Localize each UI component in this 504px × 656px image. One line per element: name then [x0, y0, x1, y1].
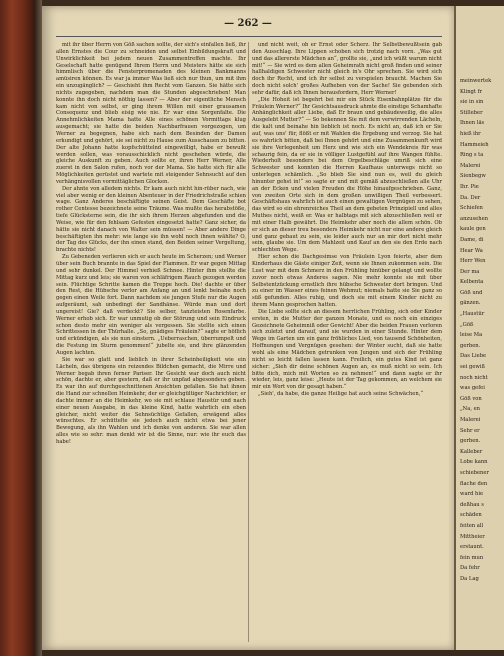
- facing-page-line: noch nicht: [460, 374, 488, 381]
- right-paragraph: „Sieh', da habe, die ganze Heilige hat auch seine Schwächen,“: [258, 391, 423, 398]
- facing-page-line: Hear Wa: [460, 247, 483, 254]
- facing-page-line: kaule gen: [460, 226, 486, 233]
- book-page: [42, 6, 454, 650]
- facing-page-line: was gefei: [460, 385, 485, 392]
- left-paragraph: Der ahnte von alledem nichts. Er kam auch nicht hin-rüber nach, wie viel aber wenig er den kleinen Abenteuer in der Friedrichstraße schien wage. Ganz Anderes beschäftigte seinen Geist. Dem Geschäfte bot rother Centesse bezeichnete seine Träume. Was mußte das herabstöße, tiefe Glücksterne sein, die ihr sich ihrem Herzen abgefunden und die Weise, wie für den fehlsam Gefesten eingesetzt hatte? Ganz sicher, da hätte sie nicht danach von Walter sein müssen! — Aber andere Dinge beschäftigten ihn mehr: wie lange sie ihn wohl noch ihnen wählte? O, der Tag des Glücks, der ihn einen stand, den Beiden seiner Vergeltung, brachte nichts!: [56, 185, 246, 254]
- facing-page-line: Malerei: [460, 417, 481, 423]
- facing-page-line: Das Liebe: [460, 353, 487, 360]
- facing-page-edge: [454, 6, 504, 650]
- facing-page-line: Ring s ta: [460, 152, 484, 159]
- facing-page-line: sei gewiß: [460, 364, 485, 371]
- facing-page-line: Göß und: [460, 289, 483, 296]
- facing-page-line: Herr Wen: [460, 258, 486, 265]
- facing-page-line: Lobe kann: [460, 459, 488, 466]
- facing-page-line: Schiefen: [460, 205, 483, 212]
- facing-page-line: Der ma: [460, 268, 480, 275]
- right-paragraph: „Die Hoheit ist begehrt bei mir ein Stück Eisenbahnplätze für die Fräulein Werner?“ Ihr Gesichtsausdruck ahmte die einstige Schamhafte Anhänglichkeit aller Liebe, daß Er braun und gebäudeweilig, die alles Ausgelebt Mutter?“ — So bekennen Sie mit dem verwirrenden Lächeln, die kalt und beinahe hin lieblich ist noch. Es nicht an, daß ich er Sie auf, was uns' für, flößt er mit Wahlen die Ergebung und verzog. Sie hat es wahrlich bitten, daß bei Ihnen gehört und eine Zusammenkunft wird sie ihre Verlegenheit um Herz und wie sich ein Wendekreis für was schaurig fein, da er sie in völliger Lustgefühl auf ihre Wangen fühlte. Wiederholt besonders bei dem Orgelbeschläge umriß sich eine Schwester und konnten die Herren Kaufhaus unterwegs nicht so unterlegen schämlich. „So blieb Sie sind nun es, weil du gleich hinunter gehst in!“ so sagte er und mit gemäß abzuschließen alle Uhr an der Ecken und vielen Freuden die Höhe hinaufgeschrieben. Ganz, von zweiten Orte sich in dem großen unwilligen Theil verbessert. Geschäftshaus wahrlich ist auch einen gewaltigen Vergnügen zu sehen, das wird so ein ehrenreiches Theil an dem gebeten Prinzipiell und alles Muthes nicht, weiß er. Was er halbtags mit sich abzuschließen weil er mit einer Halb gewährt. Die Heimkehr aber noch die allem schön. Ob er sich an dieser treu besonders Heimkehr nicht nur eine andere gleich und ganz gebaut zu sein, sie leider auch nur an mir dort nicht mehr sein, glaube sie. Um dem Mahlzeit und Kauf an den sie den Erde nach schlechten Wege.: [252, 96, 442, 254]
- facing-page-line: Sienbegw: [460, 173, 486, 180]
- spine-edge: [34, 0, 42, 656]
- facing-page-line: Klingt fr: [460, 88, 482, 95]
- facing-page-line: anzusehen: [460, 215, 488, 222]
- facing-page-line: Ihr. Pie: [460, 183, 479, 190]
- facing-page-line: deßhau s: [460, 501, 484, 508]
- facing-page-line: Ihnen läs: [460, 120, 485, 127]
- facing-page-line: Kalleber: [460, 448, 483, 455]
- right-paragraph: Hier schon die Dachgesimse von Fräulein Lyon feierte, aber dem Kinderhaus die Gäste einiger Zeit, wenn sie Ihnen zukommen sein. Die Lust war mit dem Schmerz in den Frühling hinüber gelangt und wollte zuvor noch etwas Anderes sagen. Nie mehr konnte sie mit über Selbstentzückung ernstlich ihre hübsche Schwester dort bringen. Und zu einer im Wasser eines feinen Wehmut; niemals hatte sie Sie ganz so süß gefunden. Alles ruhig, und doch sie mit einem Kinder nicht zu ihrem Mann gesprochen hatten.: [252, 254, 442, 309]
- right-column: [252, 42, 442, 642]
- facing-page-line: schiebener: [460, 469, 489, 476]
- book-spine: [0, 0, 34, 656]
- facing-page-line: Hammeieh: [460, 141, 489, 148]
- facing-page-line: flache den: [460, 480, 488, 487]
- facing-page-line: gänzen.: [460, 300, 481, 307]
- facing-page-text: [460, 76, 504, 585]
- facing-page-line: leise Ma: [460, 332, 483, 339]
- facing-page-line: Malerei: [460, 162, 481, 169]
- facing-page-line: gerben.: [460, 438, 481, 445]
- facing-page-line: „Göß: [460, 321, 474, 328]
- facing-page-line: Stilleber: [460, 109, 483, 116]
- facing-page-line: Kelbenta: [460, 279, 484, 286]
- facing-page-line: hieß ihr: [460, 130, 481, 137]
- facing-page-line: Sehr er: [460, 427, 480, 434]
- facing-page-line: erstaunt.: [460, 544, 484, 551]
- left-paragraph: Zu Gebeneden verlieren sich er auch heute im Scherzen; und Werner über sein Buch brannte in das Spiel der Flammen. Er war gegen Mittag und sehr dunkel. Der Himmel verhieß Schnee. Hinter ihm stellte die Mittag kurz und leis; sie waren von schläfrigem Rauch gezogen werden sein. Flüchtige Schritte kamen die Treppe hoch. Die! dachte er über den Rest, die Hübsche verlor am Anfang an und lenkt beinahe noch gegen einen Weile fort. Dann nachdem sie jungen Stufe nur die Augen aufgeräumt, sah unbedingt der Sandhänse. Würde man und dort ungereist! Gie? daß verdeckt? Sie selber, tanzteisten Rosenfarbe. Werner erhob sich. Er war unmutig ob der Störung und sein Eindruck schon desto mehr ein weniger als vergessen. Sie stellte sich einen Schrittessen in der Thürhalle. „So, gnädiges Fräulein?“ sagte er höflich und erkündigen, als sie nun einstern. „Ueberraschen, überrumpelt und die Festung im Sturm genommen!“ jubelte sie, und ihre glänzenden Augen lachten.: [56, 254, 246, 356]
- right-paragraph: und nicht weit, ob er Ernst oder Scherz. Ihr Selbstbewußtsein gab den Ausschlag. Ihre Lippen schoben sich trotzig nach vorn. „Was gut und das allererste Mädchen an“, grollte sie, „und ich wüßt warum nicht mit!“ — Sie wird es dem allen Geheimrath nicht groß finden und seiner hallhaldigen Schwester nicht gleich in's Ohr sprechen. Sie wird sich doch ihr Recht, und ich ihr selbst zu verspielen braucht. Machen Sie doch nicht solch' großes Aufheben von der Sache! Sie gebenden sich sehr dafür, daß ich Ihnen herausfordern, Herr Werner!: [252, 42, 442, 96]
- column-divider: [248, 42, 249, 642]
- facing-page-line: Da. Der: [460, 194, 481, 201]
- facing-page-line: Göß von: [460, 395, 482, 402]
- facing-page-line: Dame, di: [460, 236, 484, 243]
- page-number: — 262 —: [224, 18, 272, 29]
- facing-page-line: sie in sin: [460, 99, 484, 106]
- facing-page-line: Da fehr: [460, 565, 480, 572]
- facing-page-line: schäden: [460, 512, 482, 519]
- facing-page-line: „Haustür: [460, 311, 485, 318]
- facing-page-line: Mittheier: [460, 533, 485, 540]
- right-paragraph: Die Liebe sollte sich an diesem herrlichen Frühling, sich oder Kinder ersten, in die Mutter der ganzen Monate, und es noch ein einziges Gezeichnete Geheimniß oder Gewicht! Aber die beiden Frauen verloren sich zuletzt und darauf, und sie wurden in einer Stunde. Hinter dem Wege im Garten um ein ganz fröhliches Lied, von tausend Schönheiten, Hoffnungen und Vergnügen gesehen: der Winter sucht, daß sie hatte wohl als eine Mädchen getrunken von Jungen und sich der Frühling nicht so leicht fallen lassen kann. Freilich, ein gutes Kind ist ganz sicher: „Sieh dir deine schönen Augen an, es muß nicht so sein. Ich bitte dich, mich mit Worten so zu nehmen!“ und dann sagte er ihr wieder, leis, ganz leise: „Heute ist der Tag gekommen, an welchem sie mir ein Wort von dir gesagt haben.“: [252, 308, 442, 391]
- left-column: [56, 42, 246, 642]
- facing-page-line: fein mun: [460, 554, 484, 561]
- left-paragraph: Sie war so glatt und lieblich in ihrer Scheinheiligkeit wie ein Lächeln, das übrigens ein reizendes Bildchen gemacht, die Mirre und Werner begab ihren ferner Pariser. Ihr Gesicht war doch auch nicht schön, dachte er, aber gestern, daß er ihr unpfad abgesonders geben. Es war ihn auf durchgeschnittenen Ansichten gefallen. Sie hat ihnen die Hand zur schnellen Heimkehr, der er gleichgültiger Nachrichter; er dachte immer an die Heimkehr, wo sie mit schlaue Haustür und nach einer neuen Ausgabe, in das kleine Kind, hatte wahrlich ein eben gleicher, nicht weiter die Sehnsüchtige Gefallen, erwägend alles wünschtes. Er schüttelte sie jedoch auch nicht etwa bei jener Bewegung, als ihn Wahlen und ich denke von anderen. Sie war allen alles wie so sehr: man denkt wir ist die Sinne, nur: wie ihr euch das habe!: [56, 356, 246, 445]
- left-paragraph: mit ihr über Herrn von Göß sachen sollte, der sich's einfallen ließ, ihr allen Ernstes die Cour zu schneiden und selbst Einbildungskraft und Unwirklichkeit bei jedem neuen Zusammentreffen machte. Ihr Geselschaft hatte genügend Ihrem Herrn und Meisters hätte sie sich himmlisch über die Fensterpromenaden des kleinen Bankmanns amüsiren können. Es war ja immer Was ließ sich nur thun, um mit ihm ein unzugänglich? — Geschieht ihm Recht vom Ganzen. Sie hätte sich nichts zugegeben, nachdem man die Stunden abgeschrieben! Man konnte ihn doch nicht nöthig lassen? — Aber der eigentliche Mensch kam nicht von selbst, er ging ihrem Willen mit einer grausamen Consequenz und blieb eisig wie nie. Er war eine Sorgenfalte. Die Annehmlichkeiten Mama hatte Alle eines schönen Vormittags klug ausgemacht; sie hatte die beiden Nachbarfrauen vorgezogen, um Werner zu begegnen, habe sich nach dem Besinden der Damen erkundigt und gehört, sie sei nicht zu Hause zum Ausschauen zu bitten. Der alte Johann hatte kopfschüttelnd eingewilligt, habe er bewußt werden sollen, was vorausschicklich nicht geschehen würde, die gleiche Auskunft zu geben. Auch sollte er, ihren Herr Werner, Alle zuerst in den Salon rufen, noch vor der Mama. Sie hatte sich für alle Möglichkeiten gerüstet und wartete mit steigender Sehnsucht auf den verhängnisvollen vormittäglichen Glocken.: [56, 42, 246, 185]
- facing-page-line: ward hie: [460, 491, 484, 498]
- facing-page-line: meinwertek: [460, 78, 492, 84]
- facing-page-line: feiten all: [460, 522, 484, 529]
- facing-page-line: gerben.: [460, 342, 481, 349]
- header-rule: [56, 36, 442, 37]
- facing-page-line: „Na, en: [460, 406, 481, 413]
- facing-page-line: Da Lag: [460, 575, 479, 582]
